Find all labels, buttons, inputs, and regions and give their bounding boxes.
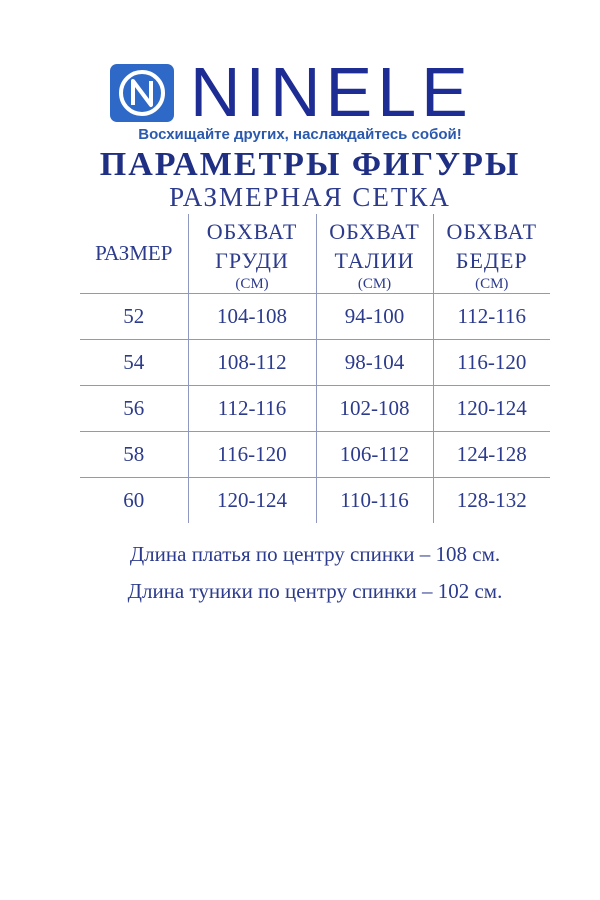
page-subtitle: РАЗМЕРНАЯ СЕТКА [169,182,451,212]
table-row [80,340,550,386]
cell-waist: 110-116 [316,478,433,524]
header-bust-unit: (СМ) [235,276,269,292]
cell-size: 52 [80,294,188,340]
cell-size: 58 [80,432,188,478]
table-row [80,478,550,524]
cell-hips: 112-116 [433,294,550,340]
cell-bust: 104-108 [188,294,316,340]
header-hips-unit: (СМ) [475,276,509,292]
cell-hips: 116-120 [433,340,550,386]
brand-tagline: Восхищайте других, наслаждайтесь собой! [138,126,462,143]
header-bust-line1: ОБХВАТ [206,219,298,244]
cell-hips: 128-132 [433,478,550,524]
header-waist [316,214,433,294]
size-table-header [80,214,550,294]
header-waist-line2: ТАЛИИ [334,248,415,273]
header-waist-line1: ОБХВАТ [329,219,420,244]
page-title: ПАРАМЕТРЫ ФИГУРЫ [99,146,521,183]
table-row [80,432,550,478]
cell-waist: 102-108 [316,386,433,432]
cell-bust: 120-124 [188,478,316,524]
cell-bust: 112-116 [188,386,316,432]
cell-waist: 94-100 [316,294,433,340]
header-hips [433,214,550,294]
cell-size: 60 [123,488,145,512]
header-bust-line2: ГРУДИ [215,248,289,273]
cell-waist: 106-112 [316,432,433,478]
size-table [80,214,550,523]
tunic-length-note: Длина туники по центру спинки – 102 см. [127,579,503,603]
cell-bust: 108-112 [188,340,316,386]
cell-waist: 98-104 [316,340,433,386]
header-size-label: РАЗМЕР [95,241,173,265]
table-row [80,386,550,432]
n-circle-logo-icon [110,64,174,122]
header-hips-line2: БЕДЕР [455,248,528,273]
table-row [80,294,550,340]
header-waist-unit: (СМ) [357,276,392,292]
cell-hips: 120-124 [433,386,550,432]
header-hips-line1: ОБХВАТ [446,219,538,244]
cell-hips: 124-128 [433,432,550,478]
dress-length-note: Длина платья по центру спинки – 108 см. [129,542,501,566]
cell-size: 56 [80,386,188,432]
header-size [80,214,188,294]
brand-wordmark: NINELE [190,53,473,131]
brand-logo [110,53,500,131]
cell-bust: 116-120 [188,432,316,478]
cell-size: 54 [80,340,188,386]
header-bust [188,214,316,294]
